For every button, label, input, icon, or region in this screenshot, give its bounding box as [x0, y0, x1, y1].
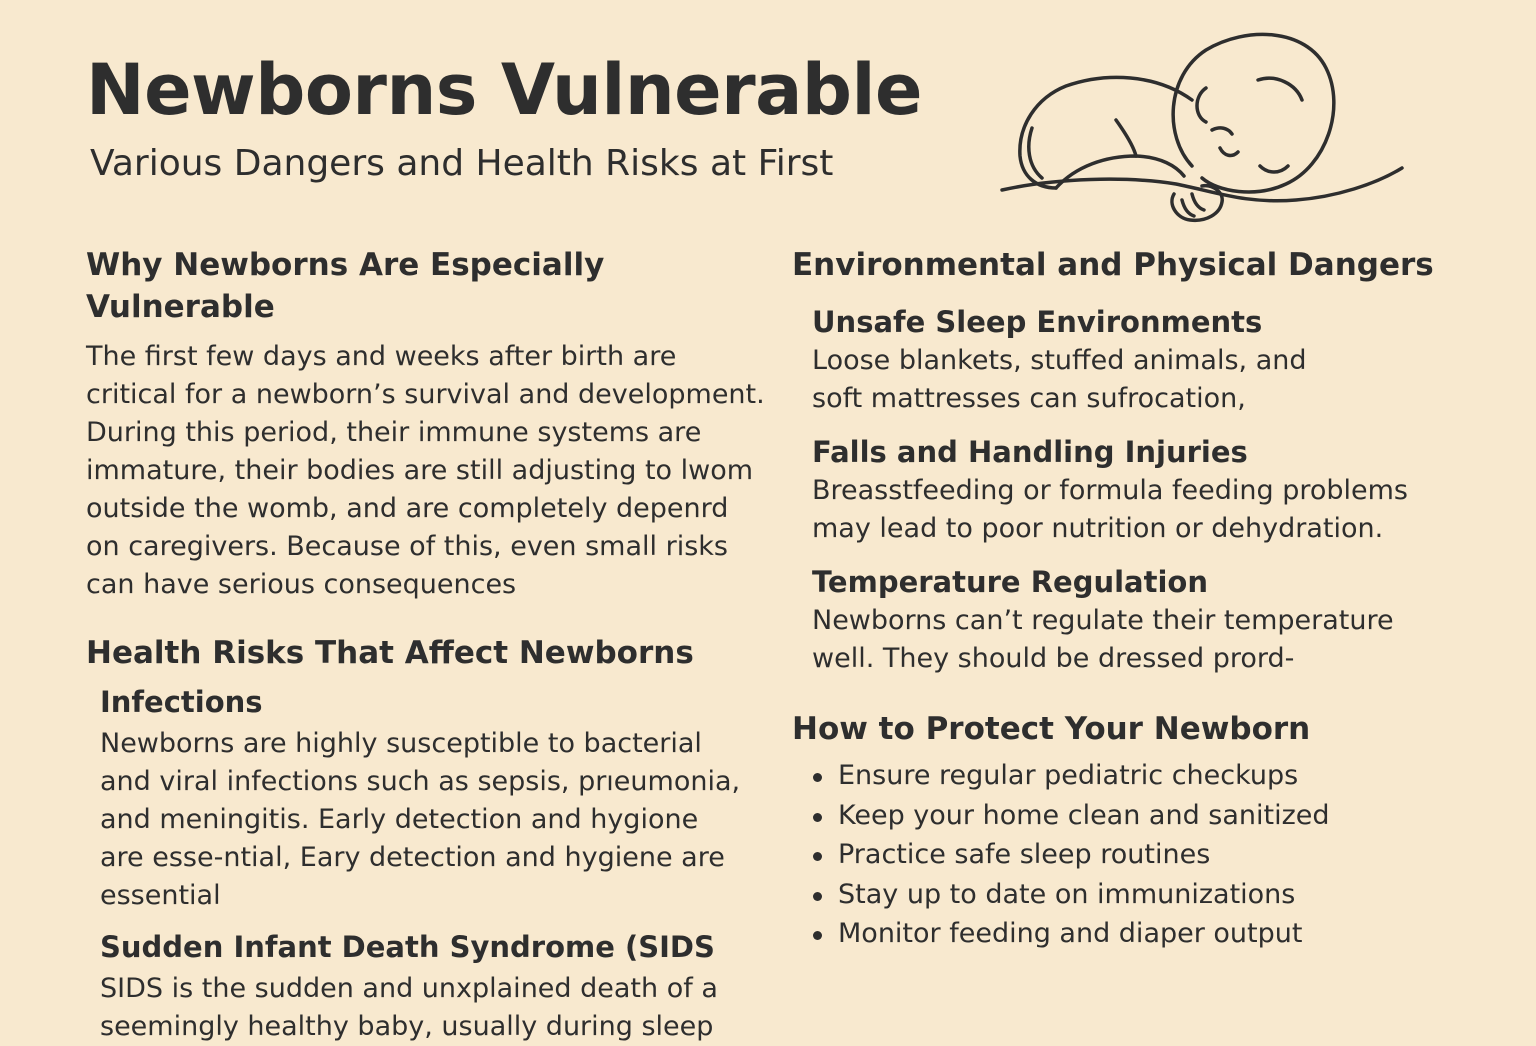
list-item: Monitor feeding and diaper output [792, 914, 1482, 954]
list-item: Ensure regular pediatric checkups [792, 756, 1482, 796]
health-risks-heading: Health Risks That Affect Newborns [86, 635, 694, 671]
environment-section [792, 244, 1482, 678]
falls-block [792, 432, 1482, 548]
sids-body: SIDS is the sudden and unxplained death of a seemingly healthy baby, usually during sleep [100, 973, 718, 1042]
sids-block [86, 927, 766, 1046]
protect-list [792, 756, 1482, 954]
list-item: Practice safe sleep routines [792, 835, 1482, 875]
health-risks-section [86, 632, 766, 1046]
list-item: Keep your home clean and sanitized [792, 796, 1482, 836]
environment-heading: Environmental and Physical Dangers [792, 247, 1434, 283]
protect-heading: How to Protect Your Newborn [792, 711, 1311, 747]
infections-body: Newborns are highly susceptible to bacterial and viral infections such as sepsis, prıeumonia, and meningitis. Early detection and hygione are esse-ntial, Eary detection and hygiene are essential [100, 728, 741, 911]
list-item: Stay up to date on immunizations [792, 875, 1482, 915]
unsafe-sleep-block [792, 302, 1482, 418]
temperature-block [792, 562, 1482, 678]
left-column [86, 244, 766, 1046]
falls-heading: Falls and Handling Injuries [812, 435, 1248, 469]
infections-block [86, 682, 766, 915]
why-vulnerable-section [86, 244, 766, 604]
falls-body: Breasstfeeding or formula feeding problems may lead to poor nutrition or dehydration. [812, 475, 1408, 544]
why-vulnerable-body: The first few days and weeks after birth are critical for a newborn’s survival and development. During this period, their immune systems are immature, their bodies are still adjusting to lwom outside the womb, and are completely depenrd on caregivers. Because of this, even small risks can have serious consequences [86, 341, 765, 600]
why-vulnerable-heading: Why Newborns Are Especially Vulnerable [86, 247, 605, 325]
sleeping-baby-icon [996, 16, 1416, 236]
infections-heading: Infections [100, 685, 263, 719]
protect-section [792, 708, 1482, 954]
temperature-heading: Temperature Regulation [812, 565, 1208, 599]
temperature-body: Newborns can’t regulate their temperature well. They should be dressed prord- [812, 605, 1394, 674]
right-column [792, 244, 1482, 954]
page-subtitle: Various Dangers and Health Risks at First [90, 143, 834, 184]
unsafe-sleep-body: Loose blankets, stuffed animals, and soft mattresses can sufrocation, [812, 345, 1307, 414]
unsafe-sleep-heading: Unsafe Sleep Environments [812, 305, 1263, 339]
sids-heading: Sudden Infant Death Syndrome (SIDS [100, 930, 715, 964]
page-title: Newborns Vulnerable [86, 49, 922, 131]
